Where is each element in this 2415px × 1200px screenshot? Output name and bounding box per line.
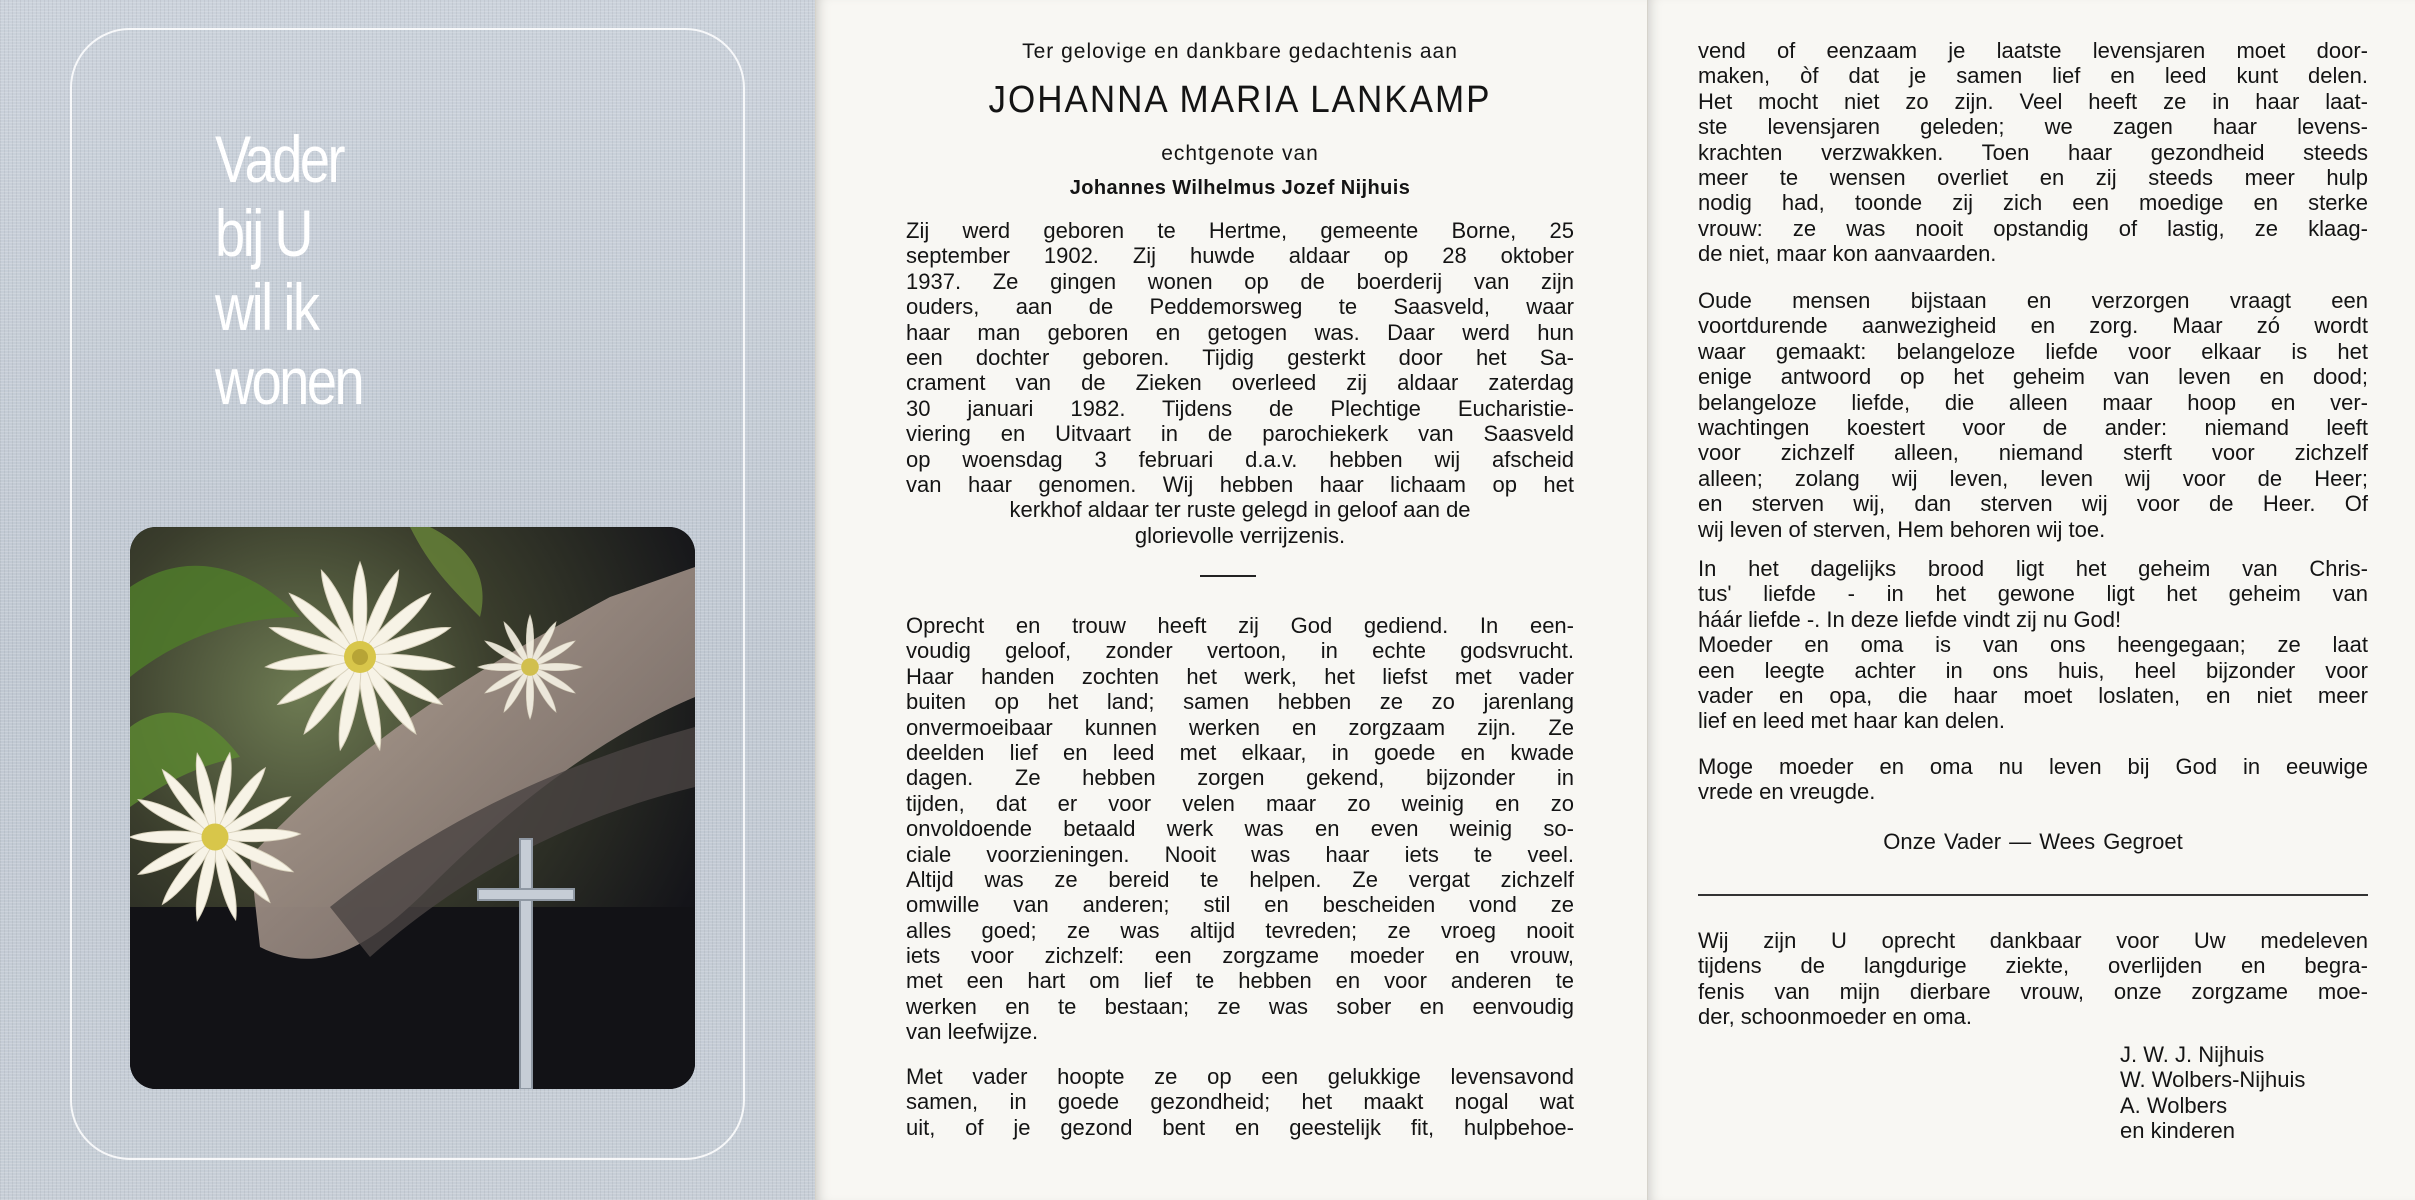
- text-line: kerkhof aldaar ter ruste gelegd in geloof aan de: [1009, 497, 1471, 523]
- text-line: tijden, dat er voor velen maar zo weinig en zo: [906, 790, 1574, 816]
- cover-title-line: bij U: [215, 196, 311, 270]
- text-line: voudig geloof, zonder vertoon, in echte godsvrucht.: [906, 638, 1574, 664]
- text-line: tus' liefde - in het gewone ligt het geheim van: [1698, 581, 2368, 607]
- text-line: fenis van mijn dierbare vrouw, onze zorgzame moe-: [1698, 978, 2368, 1004]
- text-line: Oude mensen bijstaan en verzorgen vraagt een: [1698, 288, 2368, 313]
- blessing-paragraph: [1698, 754, 2368, 805]
- text-line: wij leven of sterven, Hem behoren wij toe.: [1698, 516, 2106, 542]
- text-line: In het dagelijks brood ligt het geheim van Chris-: [1698, 556, 2368, 581]
- text-line: een dochter geboren. Tijdig gesterkt door het Sa-: [906, 344, 1574, 370]
- text-line: Zij werd geboren te Hertme, gemeente Borne, 25: [906, 218, 1574, 243]
- text-line: Moge moeder en oma nu leven bij God in eeuwige: [1698, 754, 2368, 779]
- text-line: met een hart om lief te hebben en voor anderen te: [906, 968, 1574, 994]
- text-line: ciale voorzieningen. Nooit was haar iets te veel.: [906, 841, 1574, 867]
- signer-name: en kinderen: [2120, 1118, 2235, 1144]
- flower-cross-image: [130, 527, 695, 1089]
- prayers-line: Onze Vader — Wees Gegroet: [1883, 829, 2183, 854]
- signers-list: [2120, 1042, 2305, 1144]
- love-paragraph: [1698, 556, 2368, 734]
- care-paragraph: [1698, 288, 2368, 542]
- text-line: deelden lief en leed met elkaar, in goede en kwade: [906, 739, 1574, 765]
- text-line: vend of eenzaam je laatste levensjaren moet door-: [1698, 38, 2368, 63]
- text-line: van leefwijze.: [906, 1019, 1039, 1045]
- spouse-name: Johannes Wilhelmus Jozef Nijhuis: [1069, 177, 1411, 199]
- text-line: op woensdag 3 februari d.a.v. hebben wij afscheid: [906, 446, 1574, 472]
- signer-name: W. Wolbers-Nijhuis: [2120, 1067, 2306, 1093]
- card-reflection-page: [1647, 0, 2415, 1200]
- signer-name: A. Wolbers: [2120, 1092, 2228, 1118]
- text-line: omwille van anderen; stil en bescheiden vond ze: [906, 892, 1574, 918]
- cover-title: [215, 122, 362, 418]
- text-line: belangeloze liefde, die alleen maar hoop en ver-: [1698, 389, 2368, 415]
- memorial-intro: Ter gelovige en dankbare gedachtenis aan: [1022, 40, 1458, 63]
- text-line: crament van de Zieken overleed zij aldaar zaterdag: [906, 370, 1574, 396]
- text-line: uit, of je gezond bent en geestelijk fit, hulpbehoe-: [906, 1114, 1574, 1140]
- text-line: september 1902. Zij huwde aldaar op 28 oktober: [906, 243, 1574, 269]
- text-line: nodig had, toonde zij zich een moedige en sterke: [1698, 190, 2368, 216]
- text-line: iets voor zichzelf: een zorgzame moeder en vrouw,: [906, 943, 1574, 969]
- text-line: buiten op het land; samen hebben ze zo jarenlang: [906, 689, 1574, 715]
- text-line: viering en Uitvaart in de parochiekerk van Saasveld: [906, 421, 1574, 447]
- text-line: maken, òf dat je samen lief en leed kunt delen.: [1698, 63, 2368, 89]
- deceased-name: JOHANNA MARIA LANKAMP: [988, 78, 1492, 121]
- text-line: meer te wensen overliet en zij steeds meer hulp: [1698, 164, 2368, 190]
- text-line: Wij zijn U oprecht dankbaar voor Uw medeleven: [1698, 928, 2368, 953]
- text-line: vrede en vreugde.: [1698, 779, 1876, 805]
- section-divider: [1698, 894, 2368, 896]
- text-line: vrouw: ze was nooit opstandig of lastig, ze klaag-: [1698, 215, 2368, 241]
- text-line: voor zichzelf alleen, niemand sterft voor zichzelf: [1698, 440, 2368, 466]
- text-line: alles goed; ze was altijd tevreden; ze vroeg nooit: [906, 917, 1574, 943]
- text-line: de niet, maar kon aanvaarden.: [1698, 241, 1997, 267]
- text-line: alleen; zolang wij leven, leven wij voor de Heer;: [1698, 465, 2368, 491]
- text-line: ste levensjaren geleden; we zagen haar levens-: [1698, 114, 2368, 140]
- text-line: Oprecht en trouw heeft zij God gediend. In een-: [906, 613, 1574, 638]
- text-line: onvoldoende betaald werk was en even weinig so-: [906, 816, 1574, 842]
- text-line: Haar handen zochten het werk, het liefst met vader: [906, 663, 1574, 689]
- text-line: lief en leed met haar kan delen.: [1698, 708, 2005, 734]
- text-line: Altijd was ze bereid te helpen. Ze vergat zichzelf: [906, 866, 1574, 892]
- text-line: tijdens de langdurige ziekte, overlijden en begra-: [1698, 953, 2368, 979]
- text-line: Met vader hoopte ze op een gelukkige levensavond: [906, 1064, 1574, 1089]
- text-line: werken en te bestaan; ze was sober en eenvoudig: [906, 993, 1574, 1019]
- flower-photo: [130, 527, 695, 1089]
- cover-title-line: wonen: [215, 344, 363, 418]
- text-line: ouders, aan de Peddemorsweg te Saasveld, waar: [906, 294, 1574, 320]
- text-line: krachten verzwakken. Toen haar gezondheid steeds: [1698, 139, 2368, 165]
- text-line: en sterven wij, dan sterven wij voor de Heer. Of: [1698, 491, 2368, 517]
- text-line: van haar genomen. Wij hebben haar lichaam op het: [906, 471, 1574, 497]
- text-line: enige antwoord op het geheim van leven en dood;: [1698, 364, 2368, 390]
- text-line: samen, in goede gezondheid; het maakt nogal wat: [906, 1089, 1574, 1115]
- text-line: der, schoonmoeder en oma.: [1698, 1004, 1972, 1030]
- spouse-label: echtgenote van: [1161, 142, 1319, 165]
- signer-name: J. W. J. Nijhuis: [2120, 1042, 2265, 1067]
- life-paragraph: [906, 613, 1574, 1045]
- text-line: wachtingen koestert voor de ander: niemand leeft: [1698, 414, 2368, 440]
- text-line: háár liefde -. In deze liefde vindt zij nu God!: [1698, 606, 2122, 632]
- text-line: haar man geboren en getogen was. Daar werd hun: [906, 319, 1574, 345]
- section-divider: [1200, 575, 1256, 577]
- text-line: 1937. Ze gingen wonen op de boerderij van zijn: [906, 268, 1574, 294]
- text-line: dagen. Ze hebben zorgen gekend, bijzonder in: [906, 765, 1574, 791]
- biography-paragraph: [906, 218, 1574, 548]
- cover-title-line: Vader: [215, 122, 344, 196]
- text-line: vader en opa, die haar moet loslaten, en niet meer: [1698, 682, 2368, 708]
- cover-title-line: wil ik: [215, 270, 318, 344]
- later-years-paragraph: [1698, 38, 2368, 267]
- text-line: Moeder en oma is van ons heengegaan; ze laat: [1698, 632, 2368, 658]
- text-line: een leegte achter in ons huis, heel bijzonder voor: [1698, 657, 2368, 683]
- text-line: 30 januari 1982. Tijdens de Plechtige Eucharistie-: [906, 395, 1574, 421]
- health-paragraph: [906, 1064, 1574, 1140]
- card-cover: [0, 0, 815, 1200]
- card-memorial-page: [815, 0, 1647, 1200]
- text-line: Het mocht niet zo zijn. Veel heeft ze in haar laat-: [1698, 88, 2368, 114]
- thanks-paragraph: [1698, 928, 2368, 1030]
- text-line: glorievolle verrijzenis.: [1134, 522, 1346, 548]
- text-line: waar gemaakt: belangeloze liefde voor elkaar is het: [1698, 338, 2368, 364]
- text-line: onvermoeibaar kunnen werken en zorgzaam zijn. Ze: [906, 714, 1574, 740]
- text-line: voortdurende aanwezigheid en zorg. Maar zó wordt: [1698, 313, 2368, 339]
